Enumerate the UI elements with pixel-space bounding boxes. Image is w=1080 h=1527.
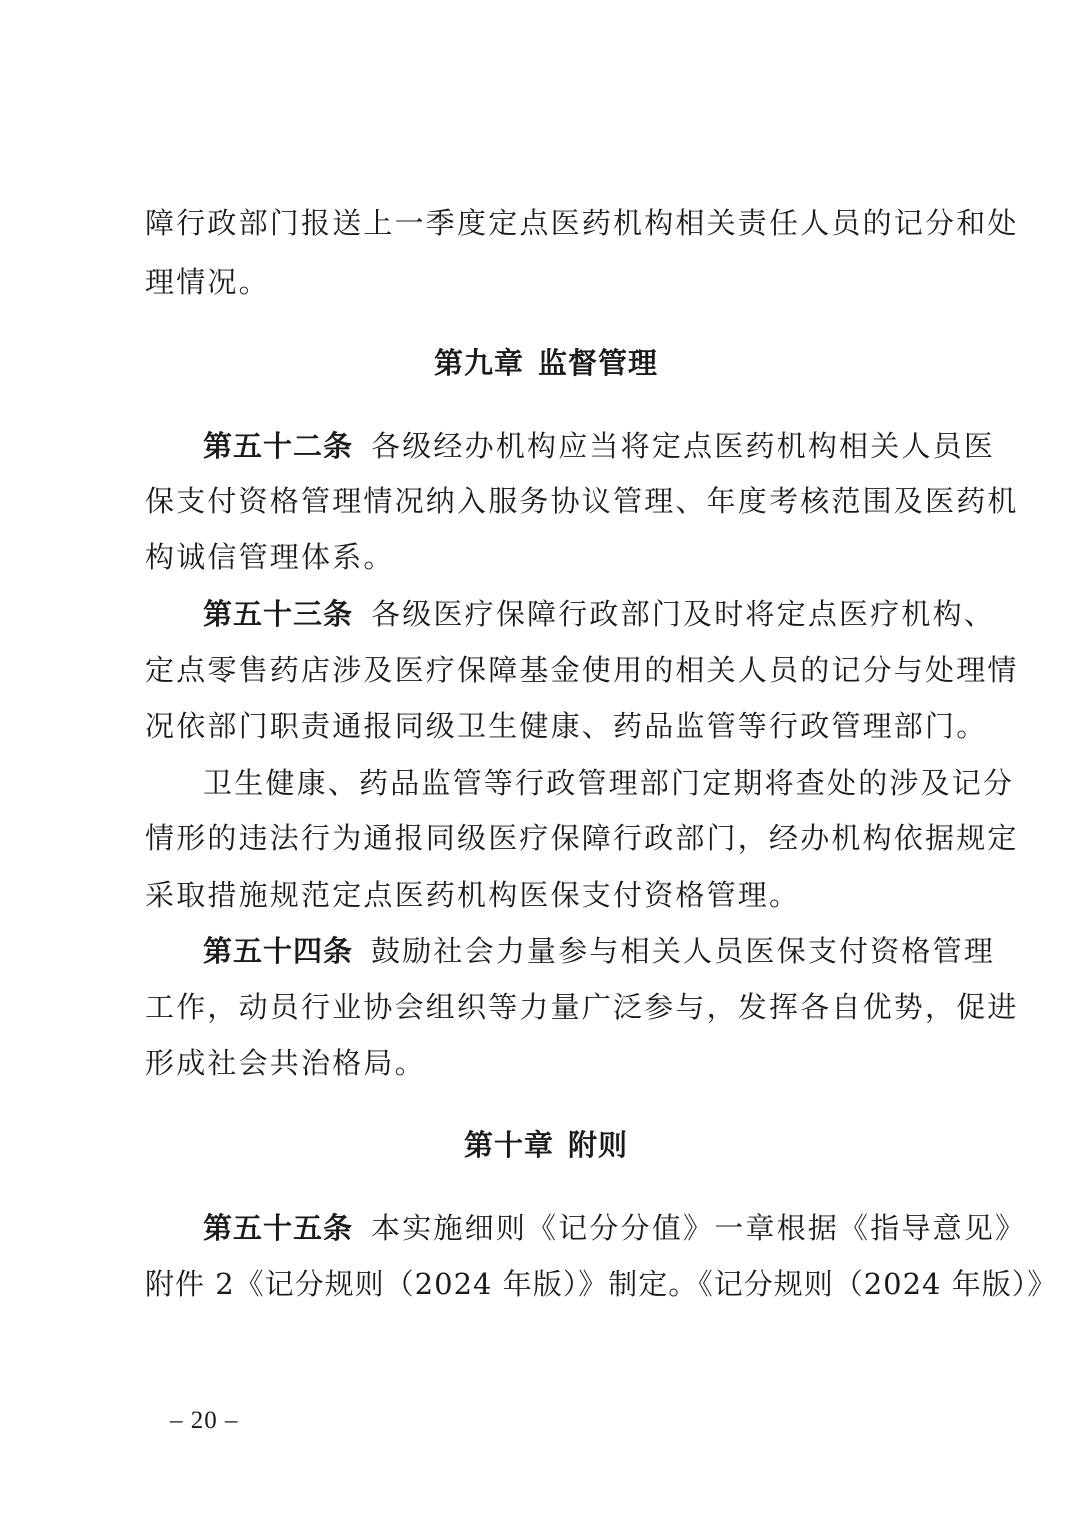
paragraph-line: 定点零售药店涉及医疗保障基金使用的相关人员的记分与处理情 <box>145 653 1019 687</box>
paragraph-line: 构诚信管理体系。 <box>145 540 395 574</box>
paragraph-line: 工作，动员行业协会组织等力量广泛参与，发挥各自优势，促进 <box>145 990 1019 1024</box>
chapter-number: 第十章 <box>463 1128 554 1162</box>
article-53-first-line <box>203 594 996 634</box>
article-text: 各级经办机构应当将定点医药机构相关人员医 <box>371 429 996 463</box>
paragraph-line: 形成社会共治格局。 <box>145 1046 426 1080</box>
chapter-title: 附则 <box>568 1128 629 1162</box>
paragraph-line: 附件 2《记分规则（2024 年版）》制定。《记分规则（2024 年版）》 <box>145 1267 1058 1301</box>
paragraph-line: 理情况。 <box>145 265 270 299</box>
paragraph-line: 保支付资格管理情况纳入服务协议管理、年度考核范围及医药机 <box>145 484 1019 518</box>
chapter-heading <box>0 1125 1080 1165</box>
article-text: 鼓励社会力量参与相关人员医保支付资格管理 <box>371 934 996 968</box>
paragraph-line: 采取措施规范定点医药机构医保支付资格管理。 <box>145 878 801 912</box>
article-54-first-line <box>203 931 996 971</box>
article-title: 第五十五条 <box>203 1211 354 1245</box>
article-text: 本实施细则《记分分值》一章根据《指导意见》 <box>371 1211 1027 1245</box>
article-title: 第五十二条 <box>203 429 354 463</box>
chapter-number: 第九章 <box>433 346 524 380</box>
chapter-heading <box>0 343 1080 383</box>
paragraph-line: 况依部门职责通报同级卫生健康、药品监管等行政管理部门。 <box>145 709 988 743</box>
article-text: 各级医疗保障行政部门及时将定点医疗机构、 <box>371 597 996 631</box>
article-52-first-line <box>203 426 996 466</box>
article-title: 第五十三条 <box>203 597 354 631</box>
article-55-first-line <box>203 1208 1027 1248</box>
paragraph-line: 卫生健康、药品监管等行政管理部门定期将查处的涉及记分 <box>203 766 1015 800</box>
chapter-title: 监督管理 <box>538 346 659 380</box>
paragraph-line: 障行政部门报送上一季度定点医药机构相关责任人员的记分和处 <box>145 206 1019 240</box>
article-title: 第五十四条 <box>203 934 354 968</box>
page-number: – 20 – <box>170 1407 239 1434</box>
paragraph-line: 情形的违法行为通报同级医疗保障行政部门，经办机构依据规定 <box>145 821 1019 855</box>
